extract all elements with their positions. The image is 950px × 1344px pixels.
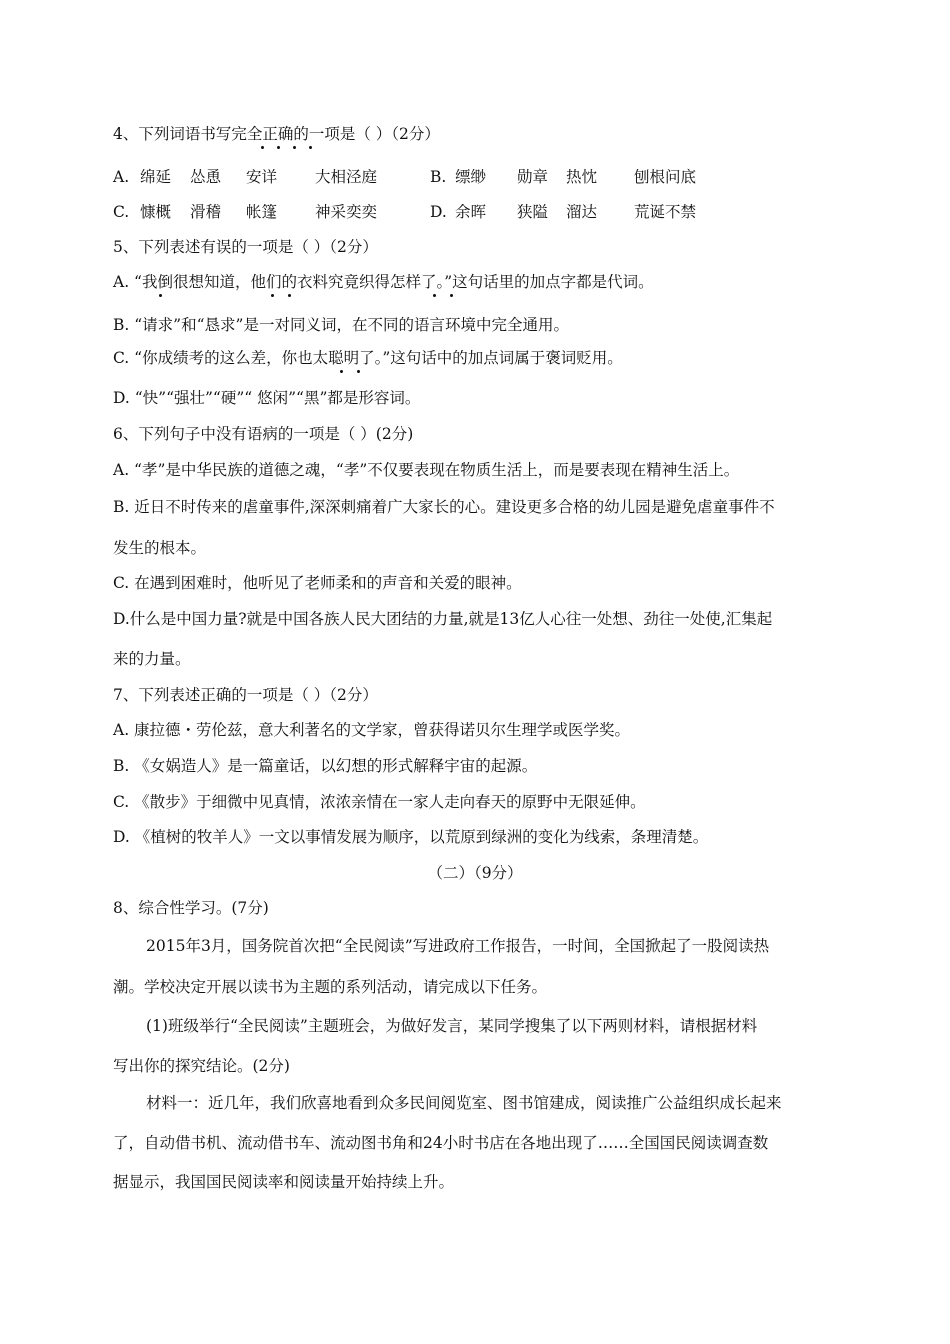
option-word: 余晖 (455, 203, 487, 221)
section-heading: （二）（9分） (427, 864, 523, 882)
q6-option-a: A. “孝”是中华民族的道德之魂，“孝”不仅要表现在物质生活上，而是要表现在精神生活上。 (113, 461, 740, 479)
option-word: 刨根问底 (634, 168, 697, 186)
option-word: 荒诞不禁 (634, 203, 697, 221)
option-word: 滑稽 (190, 203, 222, 221)
q6-stem: 6、下列句子中没有语病的一项是（ ）(2分) (113, 425, 414, 443)
emphasis-dot (288, 294, 291, 297)
option-label: D. (430, 203, 447, 221)
option-label: C. (113, 203, 130, 221)
option-word: 勋章 (517, 168, 549, 186)
q8-paragraph-2-line-1: (1)班级举行“全民阅读”主题班会，为做好发言，某同学搜集了以下两则材料，请根据材料 (146, 1017, 758, 1035)
option-word: 慷概 (140, 203, 172, 221)
emphasis-dot (271, 294, 274, 297)
q7-option-c: C. 《散步》于细微中见真情，浓浓亲情在一家人走向春天的原野中无限延伸。 (113, 793, 646, 811)
q5-option-c: C. “你成绩考的这么差，你也太聪明了。”这句话中的加点词属于褒词贬用。 (113, 349, 623, 367)
emphasis-dot (159, 294, 162, 297)
emphasis-dot (277, 146, 280, 149)
q8-stem: 8、综合性学习。(7分) (113, 899, 269, 917)
option-word: 大相泾庭 (315, 168, 378, 186)
emphasis-dot (450, 294, 453, 297)
option-word: 神采奕奕 (315, 203, 378, 221)
q6-option-b-line-2: 发生的根本。 (113, 539, 207, 557)
q7-stem: 7、下列表述正确的一项是（ ）（2分） (113, 686, 378, 704)
q8-paragraph-1-line-2: 潮。学校决定开展以读书为主题的系列活动，请完成以下任务。 (113, 978, 548, 996)
q8-paragraph-1-line-1: 2015年3月，国务院首次把“全民阅读”写进政府工作报告，一时间，全国掀起了一股阅读热 (146, 937, 770, 955)
option-word: 怂恿 (190, 168, 222, 186)
q7-option-b: B. 《女娲造人》是一篇童话，以幻想的形式解释宇宙的起源。 (113, 757, 538, 775)
option-word: 缥缈 (455, 168, 487, 186)
option-word: 溜达 (566, 203, 598, 221)
option-label: A. (113, 168, 130, 186)
option-label: B. (430, 168, 447, 186)
q6-option-d-line-1: D.什么是中国力量?就是中国各族人民大团结的力量,就是13亿人心往一处想、劲往一处使,汇集起 (113, 610, 773, 628)
q5-option-b: B. “请求”和“恳求”是一对同义词，在不同的语言环境中完全通用。 (113, 316, 569, 334)
q8-material-1-line-2: 了，自动借书机、流动借书车、流动图书角和24小时书店在各地出现了……全国国民阅读调查数 (113, 1134, 769, 1152)
q8-paragraph-2-line-2: 写出你的探究结论。(2分) (113, 1057, 290, 1075)
q5-option-d: D. “快”“强壮”“硬”“ 悠闲”“黑”都是形容词。 (113, 389, 421, 407)
q5-option-a: A. “我倒很想知道，他们的衣料究竟织得怎样了。”这句话里的加点字都是代词。 (113, 273, 654, 291)
q5-stem: 5、下列表述有误的一项是（ ）（2分） (113, 238, 378, 256)
q4-stem: 4、下列词语书写完全正确的一项是（ ）（2分） (113, 125, 440, 143)
emphasis-dot (309, 146, 312, 149)
emphasis-dot (340, 370, 343, 373)
option-word: 狭隘 (517, 203, 549, 221)
option-word: 帐篷 (246, 203, 278, 221)
q8-material-1-line-1: 材料一：近几年，我们欣喜地看到众多民间阅览室、图书馆建成，阅读推广公益组织成长起来 (146, 1094, 782, 1112)
option-word: 绵延 (140, 168, 172, 186)
q8-material-1-line-3: 据显示，我国国民阅读率和阅读量开始持续上升。 (113, 1173, 455, 1191)
q6-option-c: C. 在遇到困难时，他听见了老师柔和的声音和关爱的眼神。 (113, 574, 522, 592)
emphasis-dot (433, 294, 436, 297)
option-word: 安详 (246, 168, 278, 186)
q7-option-d: D. 《植树的牧羊人》一文以事情发展为顺序，以荒原到绿洲的变化为线索，条理清楚。 (113, 828, 709, 846)
emphasis-dot (261, 146, 264, 149)
emphasis-dot (293, 146, 296, 149)
option-word: 热忱 (566, 168, 598, 186)
emphasis-dot (357, 370, 360, 373)
q7-option-a: A. 康拉德・劳伦兹，意大利著名的文学家，曾获得诺贝尔生理学或医学奖。 (113, 721, 631, 739)
q6-option-b-line-1: B. 近日不时传来的虐童事件,深深刺痛着广大家长的心。建设更多合格的幼儿园是避免虐童事件不 (113, 498, 775, 516)
q6-option-d-line-2: 来的力量。 (113, 650, 191, 668)
